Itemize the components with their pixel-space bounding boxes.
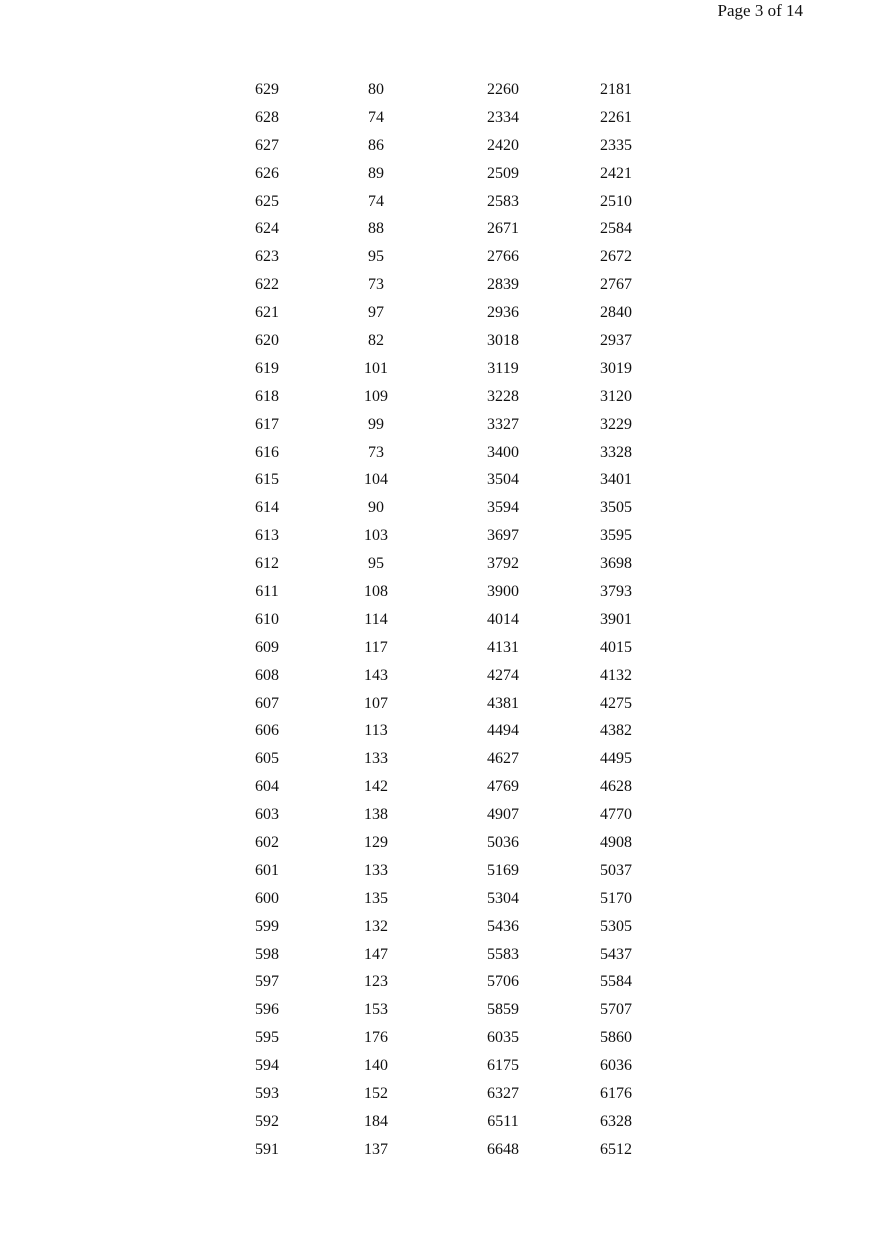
table-row <box>217 690 661 718</box>
table-cell: 628 <box>255 108 279 126</box>
table-cell: 2671 <box>487 220 519 238</box>
table-row <box>217 188 661 216</box>
table-cell: 104 <box>364 471 388 489</box>
table-cell: 604 <box>255 778 279 796</box>
table-cell: 2766 <box>487 248 519 266</box>
table-cell: 609 <box>255 638 279 656</box>
table-cell: 95 <box>368 248 384 266</box>
table-row <box>217 717 661 745</box>
table-cell: 6648 <box>487 1140 519 1158</box>
table-cell: 95 <box>368 555 384 573</box>
table-row <box>217 1052 661 1080</box>
table-cell: 594 <box>255 1057 279 1075</box>
table-cell: 598 <box>255 945 279 963</box>
table-cell: 123 <box>364 973 388 991</box>
table-row <box>217 383 661 411</box>
table-cell: 5437 <box>600 945 632 963</box>
table-row <box>217 1108 661 1136</box>
table-row <box>217 801 661 829</box>
table-cell: 6035 <box>487 1029 519 1047</box>
table-row <box>217 606 661 634</box>
table-cell: 610 <box>255 610 279 628</box>
table-row <box>217 941 661 969</box>
table-cell: 614 <box>255 499 279 517</box>
table-cell: 129 <box>364 833 388 851</box>
page-number: Page 3 of 14 <box>717 1 803 20</box>
table-cell: 3504 <box>487 471 519 489</box>
table-cell: 3505 <box>600 499 632 517</box>
table-cell: 5860 <box>600 1029 632 1047</box>
table-cell: 2181 <box>600 80 632 98</box>
table-cell: 606 <box>255 722 279 740</box>
table-cell: 176 <box>364 1029 388 1047</box>
table-cell: 2672 <box>600 248 632 266</box>
table-cell: 5304 <box>487 889 519 907</box>
table-cell: 88 <box>368 220 384 238</box>
table-cell: 6512 <box>600 1140 632 1158</box>
table-row <box>217 76 661 104</box>
table-cell: 74 <box>368 192 384 210</box>
table-cell: 90 <box>368 499 384 517</box>
table-cell: 620 <box>255 331 279 349</box>
table-cell: 2421 <box>600 164 632 182</box>
table-cell: 2584 <box>600 220 632 238</box>
table-cell: 5036 <box>487 833 519 851</box>
table-cell: 82 <box>368 331 384 349</box>
table-cell: 140 <box>364 1057 388 1075</box>
table-row <box>217 439 661 467</box>
table-cell: 602 <box>255 833 279 851</box>
table-cell: 615 <box>255 471 279 489</box>
table-cell: 608 <box>255 666 279 684</box>
table-cell: 3119 <box>487 359 519 377</box>
table-cell: 137 <box>364 1140 388 1158</box>
table-cell: 2840 <box>600 304 632 322</box>
table-cell: 133 <box>364 750 388 768</box>
table-cell: 617 <box>255 415 279 433</box>
table-body <box>217 76 661 1164</box>
table-cell: 3327 <box>487 415 519 433</box>
table-cell: 89 <box>368 164 384 182</box>
table-row <box>217 913 661 941</box>
table-cell: 2420 <box>487 136 519 154</box>
table-cell: 133 <box>364 861 388 879</box>
table-cell: 4275 <box>600 694 632 712</box>
table-cell: 5584 <box>600 973 632 991</box>
table-cell: 2510 <box>600 192 632 210</box>
table-cell: 599 <box>255 917 279 935</box>
table-cell: 616 <box>255 443 279 461</box>
table-cell: 2509 <box>487 164 519 182</box>
table-row <box>217 160 661 188</box>
table-cell: 622 <box>255 276 279 294</box>
table-cell: 2261 <box>600 108 632 126</box>
table-cell: 6176 <box>600 1085 632 1102</box>
table-row <box>217 857 661 885</box>
table-cell: 73 <box>368 443 384 461</box>
table-cell: 4628 <box>600 778 632 796</box>
table-cell: 4131 <box>487 638 519 656</box>
table-cell: 623 <box>255 248 279 266</box>
table-cell: 6036 <box>600 1057 632 1075</box>
table-cell: 5707 <box>600 1001 632 1019</box>
table-cell: 3018 <box>487 331 519 349</box>
table-cell: 4132 <box>600 666 632 684</box>
table-cell: 4770 <box>600 806 632 824</box>
table-row <box>217 327 661 355</box>
table-cell: 619 <box>255 359 279 377</box>
table-cell: 2937 <box>600 331 632 349</box>
table-cell: 6327 <box>487 1085 519 1102</box>
table-row <box>217 773 661 801</box>
table-row <box>217 466 661 494</box>
table-cell: 3900 <box>487 582 519 600</box>
table-cell: 3793 <box>600 582 632 600</box>
table-row <box>217 243 661 271</box>
table-cell: 592 <box>255 1112 279 1130</box>
table-row <box>217 745 661 773</box>
table-cell: 3698 <box>600 555 632 573</box>
table-row <box>217 634 661 662</box>
table-cell: 591 <box>255 1140 279 1158</box>
table-cell: 612 <box>255 555 279 573</box>
score-distribution-table <box>217 76 661 1164</box>
table-cell: 5706 <box>487 973 519 991</box>
table-row <box>217 969 661 997</box>
table-cell: 142 <box>364 778 388 796</box>
table-cell: 97 <box>368 304 384 322</box>
table-cell: 3697 <box>487 527 519 545</box>
table-row <box>217 104 661 132</box>
table-cell: 152 <box>364 1085 388 1102</box>
table-cell: 629 <box>255 80 279 98</box>
table-cell: 147 <box>364 945 388 963</box>
table-cell: 624 <box>255 220 279 238</box>
table-cell: 3120 <box>600 387 632 405</box>
table-cell: 80 <box>368 80 384 98</box>
page-header <box>0 0 884 24</box>
table-cell: 113 <box>364 722 388 740</box>
table-cell: 3594 <box>487 499 519 517</box>
table-cell: 595 <box>255 1029 279 1047</box>
table-cell: 5859 <box>487 1001 519 1019</box>
table-row <box>217 662 661 690</box>
table-cell: 5583 <box>487 945 519 963</box>
table-cell: 3019 <box>600 359 632 377</box>
table-cell: 2936 <box>487 304 519 322</box>
table-cell: 3901 <box>600 610 632 628</box>
table-cell: 613 <box>255 527 279 545</box>
table-cell: 5436 <box>487 917 519 935</box>
table-cell: 607 <box>255 694 279 712</box>
table-row <box>217 578 661 606</box>
table-cell: 4769 <box>487 778 519 796</box>
table-cell: 3328 <box>600 443 632 461</box>
table-cell: 114 <box>364 610 388 628</box>
table-row <box>217 494 661 522</box>
table-cell: 4907 <box>487 806 519 824</box>
table-cell: 4382 <box>600 722 632 740</box>
table-cell: 626 <box>255 164 279 182</box>
table-cell: 596 <box>255 1001 279 1019</box>
table-cell: 4494 <box>487 722 519 740</box>
table-row <box>217 271 661 299</box>
table-cell: 109 <box>364 387 388 405</box>
table-cell: 597 <box>255 973 279 991</box>
table-cell: 117 <box>364 638 388 656</box>
table-row <box>217 1024 661 1052</box>
table-cell: 108 <box>364 582 388 600</box>
table-cell: 3228 <box>487 387 519 405</box>
table-cell: 135 <box>364 889 388 907</box>
table-row <box>217 1136 661 1164</box>
table-cell: 101 <box>364 359 388 377</box>
table-row <box>217 215 661 243</box>
table-row <box>217 885 661 913</box>
table-cell: 4274 <box>487 666 519 684</box>
table-cell: 4014 <box>487 610 519 628</box>
table-cell: 4381 <box>487 694 519 712</box>
table-cell: 3400 <box>487 443 519 461</box>
table-row <box>217 550 661 578</box>
table-cell: 74 <box>368 108 384 126</box>
table-row <box>217 996 661 1024</box>
table-cell: 5305 <box>600 917 632 935</box>
table-cell: 73 <box>368 276 384 294</box>
table-cell: 593 <box>255 1085 279 1102</box>
table-row <box>217 522 661 550</box>
table-cell: 2334 <box>487 108 519 126</box>
table-cell: 3229 <box>600 415 632 433</box>
table-cell: 2335 <box>600 136 632 154</box>
table-cell: 621 <box>255 304 279 322</box>
table-row <box>217 829 661 857</box>
table-cell: 625 <box>255 192 279 210</box>
table-cell: 4627 <box>487 750 519 768</box>
table-cell: 4015 <box>600 638 632 656</box>
table-cell: 4908 <box>600 833 632 851</box>
table-cell: 2767 <box>600 276 632 294</box>
table-row <box>217 355 661 383</box>
table-row <box>217 299 661 327</box>
table-cell: 601 <box>255 861 279 879</box>
table-cell: 143 <box>364 666 388 684</box>
table-cell: 99 <box>368 415 384 433</box>
table-row <box>217 411 661 439</box>
table-cell: 184 <box>364 1112 388 1130</box>
table-cell: 3401 <box>600 471 632 489</box>
table-cell: 600 <box>255 889 279 907</box>
table-cell: 2839 <box>487 276 519 294</box>
table-cell: 6328 <box>600 1112 632 1130</box>
table-cell: 6511 <box>487 1112 519 1130</box>
table-cell: 3792 <box>487 555 519 573</box>
table-cell: 627 <box>255 136 279 154</box>
table-cell: 2260 <box>487 80 519 98</box>
table-cell: 5170 <box>600 889 632 907</box>
table-cell: 153 <box>364 1001 388 1019</box>
table-cell: 86 <box>368 136 384 154</box>
table-cell: 103 <box>364 527 388 545</box>
table-cell: 603 <box>255 806 279 824</box>
table-cell: 132 <box>364 917 388 935</box>
table-row <box>217 132 661 160</box>
table-cell: 5169 <box>487 861 519 879</box>
table-cell: 5037 <box>600 861 632 879</box>
table-cell: 6175 <box>487 1057 519 1075</box>
table-cell: 4495 <box>600 750 632 768</box>
table-cell: 605 <box>255 750 279 768</box>
table-cell: 618 <box>255 387 279 405</box>
table-cell: 138 <box>364 806 388 824</box>
table-cell: 107 <box>364 694 388 712</box>
table-cell: 2583 <box>487 192 519 210</box>
table-cell: 611 <box>255 582 279 600</box>
table-cell: 3595 <box>600 527 632 545</box>
table-row <box>217 1080 661 1108</box>
